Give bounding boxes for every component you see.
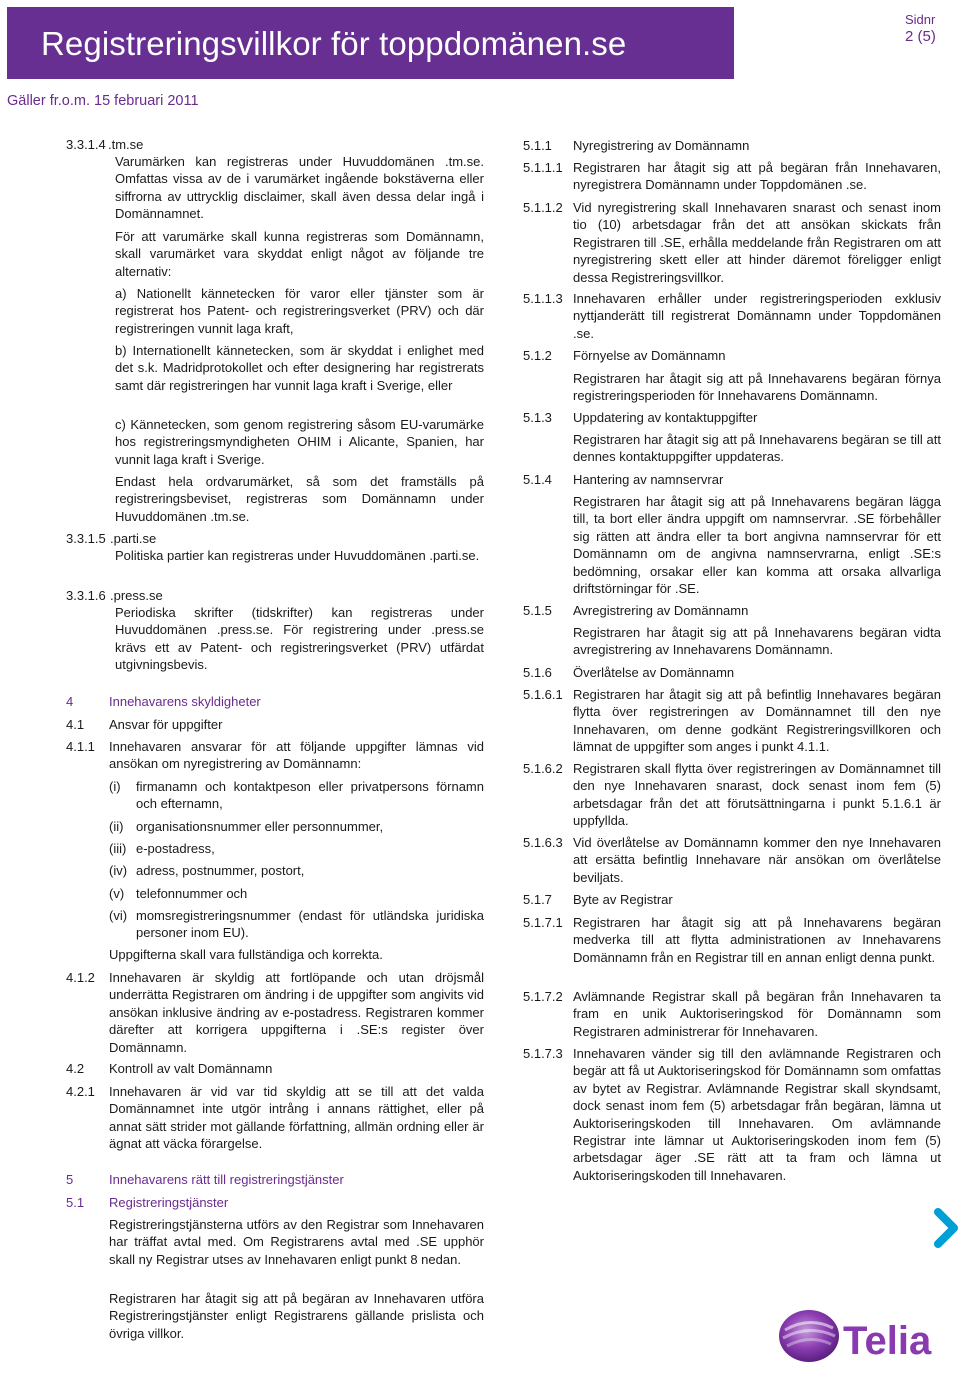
section-number: 5.1.4 [523,472,552,487]
list-item: b) Internationellt kännetecken, som är skyddat i enlighet med det s.k. Madridprotokollet och efter designering har registrerats samt där registreringen har vunnit laga kraft i Sverige, eller [115,343,484,393]
chevron-right-icon [932,1208,960,1248]
paragraph: Registraren har åtagit sig att på begäran från Innehavaren, nyregistrera Domännamn under Toppdomänen .se. [573,160,941,193]
section-title: Ansvar för uppgifter [109,717,223,732]
list-marker: (vi) [109,908,128,923]
paragraph: Avlämnande Registrar skall på begäran från Innehavaren ta fram en unik Auktoriseringskod för Domännamn som Registraren administrerar för Innehavaren. [573,989,941,1039]
paragraph: Registraren skall flytta över registreringen av Domännamnet till den nye Innehavaren snarast, dock senast inom fem (5) arbetsdagar från det att förutsättningarna i punkt 5.1.6.1 är uppfyllda. [573,761,941,829]
section-number: 4.2.1 [66,1084,95,1099]
section-number: 5.1.7.3 [523,1046,563,1061]
paragraph: Innehavaren är skyldig att fortlöpande och utan dröjsmål underrätta Registraren om ändring i de uppgifter som angivits vid ansökan inklusive ändring av e-postadress. Registraren kommer därefter att korrigera uppgifterna i .SE:s register över Domännamn. [109,970,484,1055]
section-number: 5.1.7.2 [523,989,563,1004]
paragraph: Registraren har åtagit sig att på Innehavarens begäran lägga till, ta bort eller ändra uppgift om namnservrar. .SE förbehåller sig rätten att ändra eller ta bort angivna namnservrar för ett Domännamn om de angivna namnservrarna, enligt .SE:s bedömning, orsakar eller kan komma att orsaka allvarliga driftstörningar för .SE. [573,494,941,597]
paragraph: Registraren har åtagit sig att på begäran av Innehavaren utföra Registreringstjänster enligt Registrarens gällande prislista och övriga villkor. [109,1291,484,1341]
paragraph: Registraren har åtagit sig att på Innehavarens begäran medverka till att flytta administrationen av Innehavarens Domännamn från en Registrar till en annan enligt denna punkt. [573,915,941,965]
telia-pebble-icon [777,1304,937,1364]
section-number: 5.1.1.1 [523,160,563,175]
valid-from-date: Gäller fr.o.m. 15 februari 2011 [7,93,199,109]
list-text: organisationsnummer eller personnummer, [136,819,384,834]
section-title: Innehavarens skyldigheter [109,694,261,709]
section-number: 5.1.7.1 [523,915,563,930]
paragraph: Registreringstjänsterna utförs av den Registrar som Innehavaren har träffat avtal med. Om Registrarens avtal med .SE upphör skall ny Registrar utses av Innehavaren enligt punkt 8 nedan. [109,1217,484,1267]
section-title: Registreringstjänster [109,1195,229,1210]
paragraph: Registraren har åtagit sig att på Innehavarens begäran se till att dennes kontaktuppgifter uppdateras. [573,432,941,465]
section-title: Innehavarens rätt till registreringstjänster [109,1172,344,1187]
page-number-label: Sidnr [905,12,936,27]
list-text: telefonnummer och [136,886,248,901]
section-title: Nyregistrering av Domännamn [573,138,750,153]
section-number: 4.1.1 [66,739,95,754]
section-number: 3.3.1.6 [66,588,106,603]
section-number: 5 [66,1172,74,1187]
paragraph: Innehavaren ansvarar för att följande uppgifter lämnas vid ansökan om nyregistrering av Domännamn: [109,739,484,772]
section-number: 5.1.6.2 [523,761,563,776]
section-number: 4 [66,694,74,709]
paragraph: Innehavaren erhåller under registreringsperioden exklusiv nyttjanderätt till registrerat Domännamn under Toppdomänen .se. [573,291,941,341]
telia-logo [777,1304,937,1369]
next-page-arrow-icon[interactable] [932,1208,960,1253]
list-marker: (v) [109,886,125,901]
list-text: e-postadress, [136,841,215,856]
paragraph: Uppgifterna skall vara fullständiga och korrekta. [109,947,383,962]
paragraph: Registraren har åtagit sig att på Innehavarens begäran förnya registreringsperioden för Innehavarens Domännamn. [573,371,941,404]
paragraph: Vid överlåtelse av Domännamn kommer den nye Innehavaren att ersätta befintlig Innehavare när ansökan om överlåtelse beviljats. [573,835,941,885]
logo-text: Telia [843,1319,932,1363]
section-number: 5.1 [66,1195,85,1210]
paragraph: För att varumärke skall kunna registreras som Domännamn, skall varumärket vara skyddat enligt något av följande tre alternativ: [115,229,484,279]
page-title: Registreringsvillkor för toppdomänen.se [41,25,627,62]
section-title: Överlåtelse av Domännamn [573,665,735,680]
list-text: adress, postnummer, postort, [136,863,305,878]
section-number: 5.1.2 [523,348,552,363]
page-number: 2 (5) [905,28,936,45]
section-number: 5.1.5 [523,603,552,618]
list-item: a) Nationellt kännetecken för varor eller tjänster som är registrerat hos Patent- och registreringsverket (PRV) och där registreringen vunnit laga kraft, [115,286,484,336]
list-text: momsregistreringsnummer (endast för utländska juridiska personer inom EU). [136,908,484,941]
section-title: .tm.se [108,137,144,152]
paragraph: Endast hela ordvarumärket, så som det framställs på registreringsbeviset, registreras som Domännamn under Huvuddomänen .tm.se. [115,474,484,524]
paragraph: Innehavaren är vid var tid skyldig att se till att det valda Domännamnet inte utgör intrång i annans rättighet, eller på annat sätt strider mot gällande författning, allmän ordning eller är ägnat att väcka förargelse. [109,1084,484,1152]
section-number: 5.1.1.2 [523,200,563,215]
paragraph: Varumärken kan registreras under Huvuddomänen .tm.se. Omfattas vissa av de i varumärket ingående bokstäverna eller siffrorna av uttrycklig disclaimer, skall även dessa delar ingå i Domännamnet. [115,154,484,222]
paragraph: Registraren har åtagit sig att på befintlig Innehavares begäran flytta över registreringen av Domännamnet till den nye Innehavaren, om denne godkänt Registreringsvillkoren och lämnat de uppgifter som anges i punkt 4.1.1. [573,687,941,755]
section-number: 4.1 [66,717,85,732]
section-number: 3.3.1.5 [66,531,106,546]
list-item: c) Kännetecken, som genom registrering såsom EU-varumärke hos registreringsmyndigheten OHIM i Alicante, Spanien, har vunnit laga kraft i Sverige. [115,417,484,467]
section-number: 5.1.1.3 [523,291,563,306]
list-marker: (ii) [109,819,124,834]
list-marker: (iv) [109,863,128,878]
list-marker: (i) [109,779,121,794]
section-number: 4.1.2 [66,970,95,985]
section-number: 5.1.6 [523,665,552,680]
section-title: Avregistrering av Domännamn [573,603,749,618]
section-title: Förnyelse av Domännamn [573,348,726,363]
section-number: 5.1.6.3 [523,835,563,850]
section-number: 4.2 [66,1061,85,1076]
list-text: firmanamn och kontaktpeson eller privatpersons förnamn och efternamn, [136,779,484,812]
section-title: .parti.se [110,531,157,546]
title-banner [7,7,734,79]
paragraph: Politiska partier kan registreras under Huvuddomänen .parti.se. [115,548,480,563]
paragraph: Periodiska skrifter (tidskrifter) kan registreras under Huvuddomänen .press.se. För registrering under .press.se krävs ett av Patent- och registreringsverket (PRV) utfärdat utgivningsbevis. [115,605,484,673]
section-number: 5.1.6.1 [523,687,563,702]
section-number: 5.1.3 [523,410,552,425]
section-number: 5.1.1 [523,138,552,153]
paragraph: Innehavaren vänder sig till den avlämnande Registraren och begär att få ut Auktoriseringskod för Domännamn som omfattas av bytet av Registrar. Avlämnande Registrar skall skyndsamt, dock senast inom fem (5) arbetsdagar från begäran, lämna ut Auktoriseringskoden till Innehavaren. Om avlämnande Registrar inte lämnar ut Auktoriseringskoden inom fem (5) arbetsdagar äger .SE rätt att ta fram och lämna ut Auktoriseringskoden till Innehavaren. [573,1046,941,1183]
list-marker: (iii) [109,841,127,856]
section-number: 3.3.1.4 [66,137,106,152]
section-title: .press.se [110,588,163,603]
paragraph: Registraren har åtagit sig att på Innehavarens begäran vidta avregistrering av Innehavarens Domännamn. [573,625,941,658]
section-title: Kontroll av valt Domännamn [109,1061,273,1076]
paragraph: Vid nyregistrering skall Innehavaren snarast och senast inom tio (10) arbetsdagar från det att ansökan skickats från Registraren till .SE, erhålla meddelande från Registraren om att nyregistrering skett eller att hinder däremot föreligger enligt dessa Registreringsvillkor. [573,200,941,285]
section-title: Byte av Registrar [573,892,673,907]
section-number: 5.1.7 [523,892,552,907]
section-title: Uppdatering av kontaktuppgifter [573,410,758,425]
section-title: Hantering av namnservrar [573,472,724,487]
